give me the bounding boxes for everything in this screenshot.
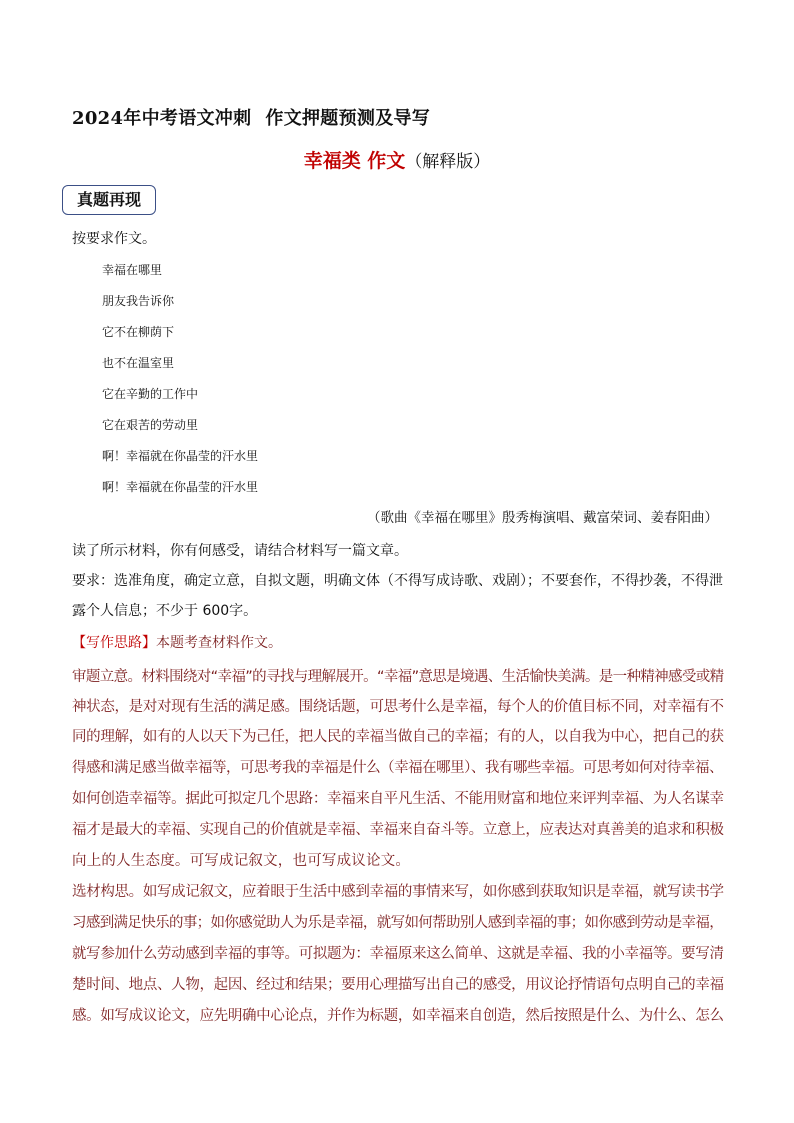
- poem-line: 朋友我告诉你: [102, 294, 175, 308]
- document-title: [72, 104, 430, 130]
- poem-line: 也不在温室里: [102, 356, 175, 370]
- subtitle-version: （解释版）: [405, 152, 491, 172]
- title-part-1: 2024年中考语文冲刺: [72, 108, 252, 129]
- analysis-line: 习感到满足快乐的事；如你感觉助人为乐是幸福，就写如何帮助别人感到幸福的事；如你感到劳动是幸福，: [72, 915, 724, 931]
- analysis-line: 楚时间、地点、人物，起因、经过和结果；要用心理描写出自己的感受，用议论抒情语句点明自己的幸福: [72, 977, 724, 993]
- requirements-line-1: 读了所示材料，你有何感受，请结合材料写一篇文章。: [72, 543, 408, 559]
- title-part-2: 作文押题预测及导写: [265, 108, 431, 129]
- document-subtitle: [0, 146, 794, 173]
- analysis-line: 审题立意。材料围绕对“幸福”的寻找与理解展开。“幸福”意思是境遇、生活愉快美满。是一种精神感受或精: [72, 669, 724, 685]
- analysis-line: 福才是最大的幸福、实现自己的价值就是幸福、幸福来自奋斗等。立意上，应表达对真善美的追求和积极: [72, 822, 724, 838]
- requirements-line-2: 要求：选准角度，确定立意，自拟文题，明确文体（不得写成诗歌、戏剧）；不要套作，不得抄袭，不得泄: [72, 573, 723, 589]
- poem-line: 幸福在哪里: [102, 263, 163, 277]
- section-heading-box: 真题再现: [62, 185, 156, 215]
- prompt-instruction: 按要求作文。: [72, 231, 156, 247]
- song-source: （歌曲《幸福在哪里》殷秀梅演唱、戴富荣词、姜春阳曲）: [367, 510, 718, 526]
- analysis-line: 神状态，是对对现有生活的满足感。围绕话题，可思考什么是幸福，每个人的价值目标不同，对幸福有不: [72, 699, 724, 715]
- analysis-line: 得感和满足感当做幸福等，可思考我的幸福是什么（幸福在哪里）、我有哪些幸福。可思考如何对待幸福、: [72, 760, 723, 776]
- poem-line: 它在辛勤的工作中: [102, 387, 199, 401]
- writing-idea: [72, 633, 282, 653]
- poem-line: 它在艰苦的劳动里: [102, 418, 199, 432]
- writing-idea-label: 【写作思路】: [72, 635, 156, 651]
- poem-line: 啊！幸福就在你晶莹的汗水里: [102, 480, 259, 494]
- analysis-line: 选材构思。如写成记叙文，应着眼于生活中感到幸福的事情来写，如你感到获取知识是幸福，就写读书学: [72, 884, 724, 900]
- writing-idea-text: 本题考查材料作文。: [156, 635, 282, 651]
- analysis-line: 就写参加什么劳动感到幸福的事等。可拟题为：幸福原来这么简单、这就是幸福、我的小幸福等。要写清: [72, 946, 724, 962]
- analysis-line: 同的理解，如有的人以天下为己任，把人民的幸福当做自己的幸福；有的人，以自我为中心，把自己的获: [72, 729, 724, 745]
- analysis-line: 向上的人生态度。可写成记叙文，也可写成议论文。: [72, 853, 411, 869]
- analysis-line: 感。如写成议论文，应先明确中心论点，并作为标题，如幸福来自创造，然后按照是什么、为什么、怎么: [72, 1008, 724, 1024]
- requirements-line-3: 露个人信息；不少于 600字。: [72, 603, 258, 619]
- poem-line: 它不在柳荫下: [102, 325, 175, 339]
- poem-line: 啊！幸福就在你晶莹的汗水里: [102, 449, 259, 463]
- analysis-line: 如何创造幸福等。据此可拟定几个思路：幸福来自平凡生活、不能用财富和地位来评判幸福、为人名谋幸: [72, 791, 724, 807]
- subtitle-topic: 幸福类 作文: [303, 150, 406, 172]
